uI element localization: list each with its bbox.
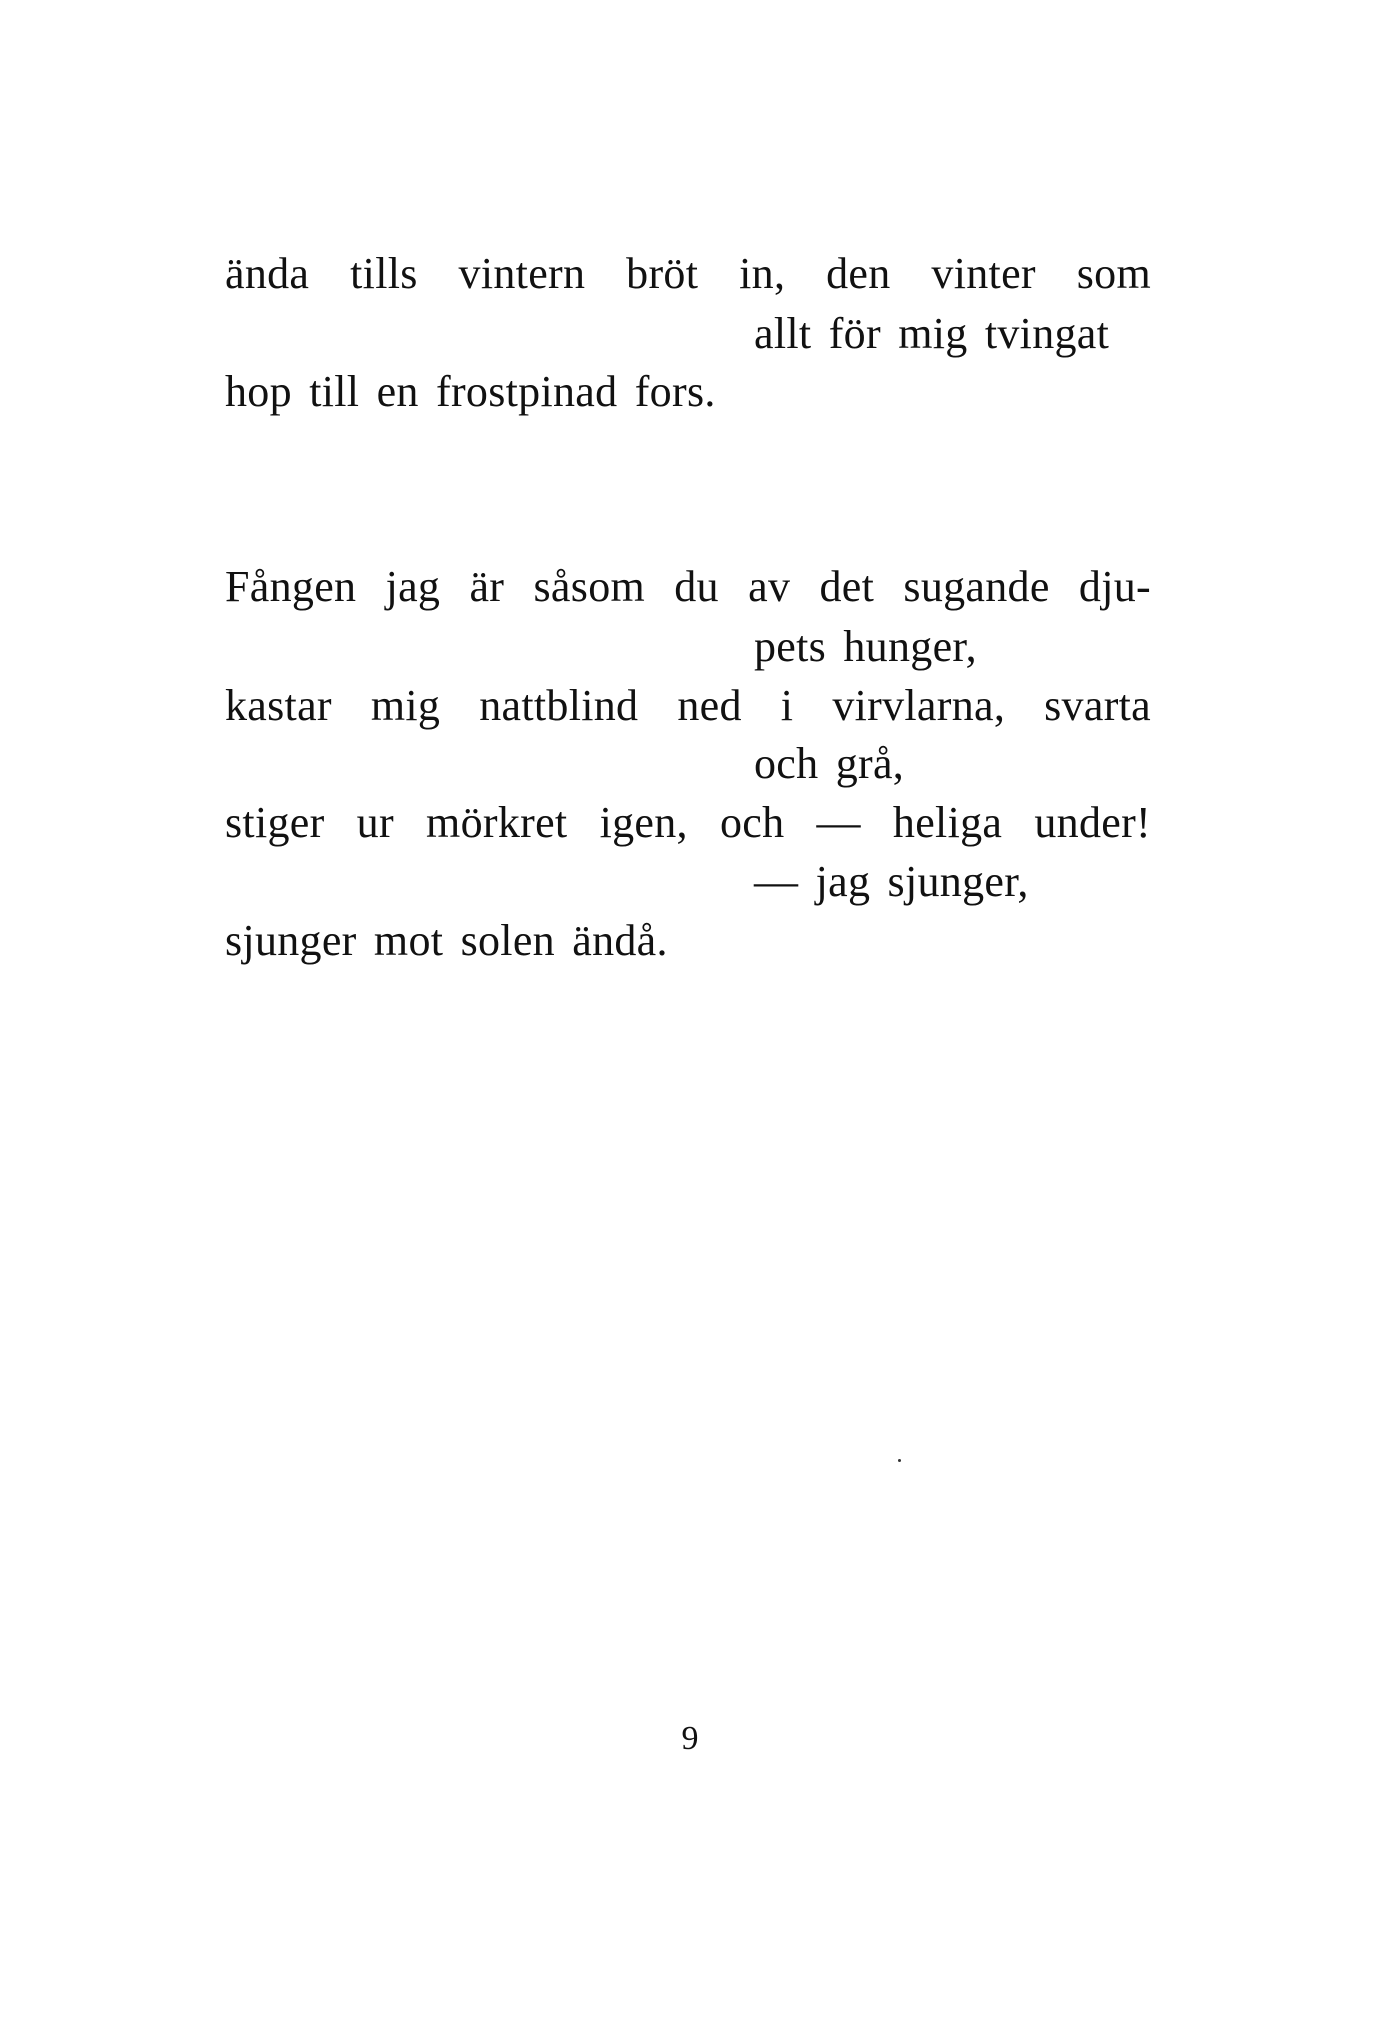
stanza-1-line-2: allt för mig tvingat — [754, 309, 1110, 358]
page-number: 9 — [681, 1720, 699, 1757]
stanza-2-line-4: och grå, — [754, 739, 905, 788]
stanza-2-line-3: kastar mig nattblind ned i virvlarna, svarta — [225, 681, 1151, 730]
stanza-2-line-1: Fången jag är såsom du av det sugande dju- — [225, 562, 1151, 611]
stanza-1-line-1: ända tills vintern bröt in, den vinter som — [225, 249, 1151, 298]
stanza-2-line-7: sjunger mot solen ändå. — [225, 916, 668, 965]
stanza-2-line-2: pets hunger, — [754, 622, 977, 671]
print-speck — [898, 1459, 901, 1462]
stanza-2-line-6: — jag sjunger, — [754, 857, 1029, 906]
stanza-1-line-3: hop till en frostpinad fors. — [225, 367, 716, 416]
stanza-2-line-5: stiger ur mörkret igen, och — heliga under! — [225, 798, 1151, 847]
